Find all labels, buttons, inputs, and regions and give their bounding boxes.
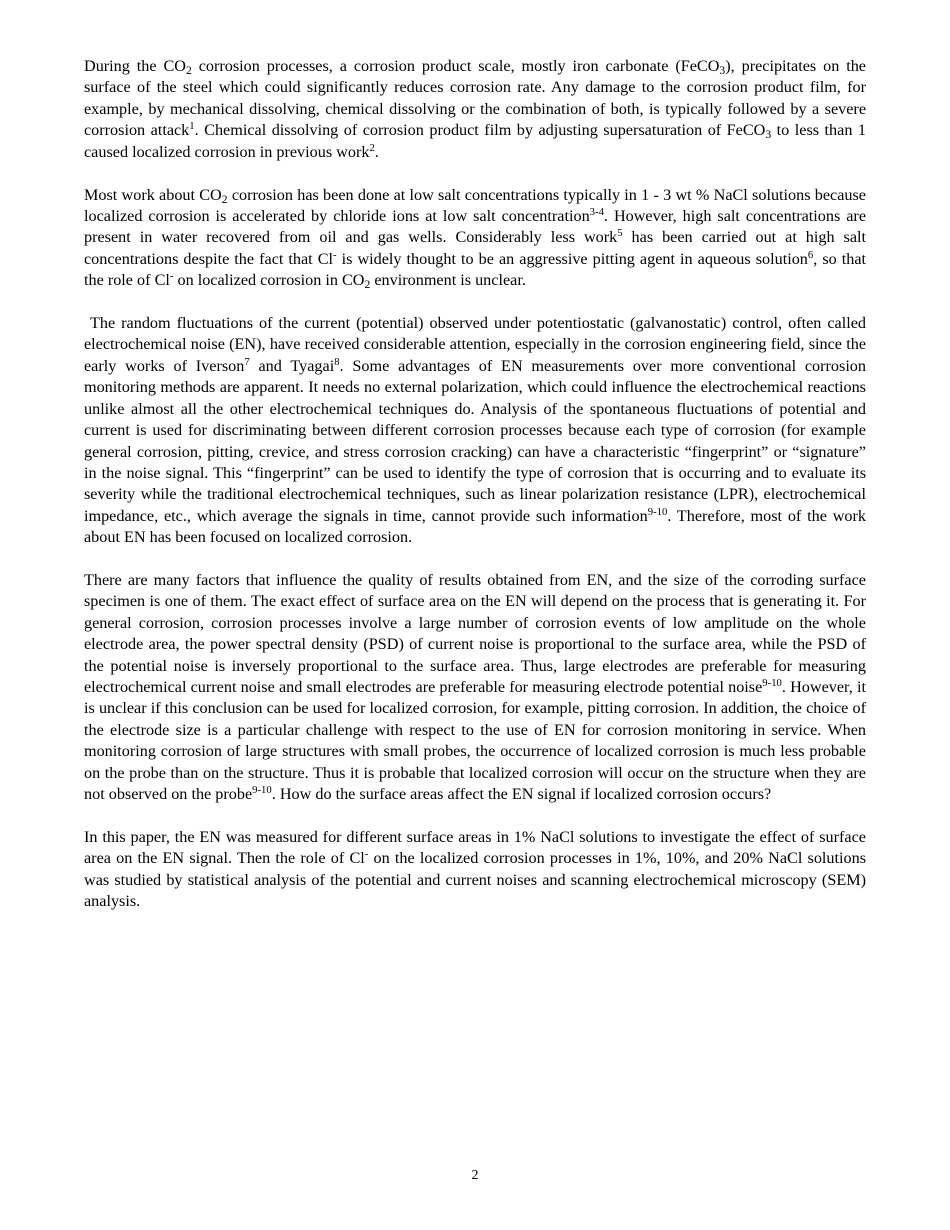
text-run: environment is unclear. — [370, 271, 526, 290]
text-run: is widely thought to be an aggressive pitting agent in aqueous solution — [336, 249, 808, 268]
superscript: 2 — [369, 141, 375, 154]
subscript: 3 — [719, 63, 726, 77]
text-run: . Some advantages of EN measurements over more conventional corrosion monitoring methods are apparent. It needs no external polarization, which could influence the electrochemical reactions unlike almost all the other electrochemical techniques do. Analysis of the spontaneous fluctuations of potential and current is used for discriminating between different corrosion processes because each type of corrosion (for example general corrosion, pitting, crevice, and stress corrosion cracking) can have a characteristic “fingerprint” or “signature” in the noise signal. This “fingerprint” can be used to identify the type of corrosion that is occurring and to evaluate its severity while the traditional electrochemical techniques, such as linear polarization resistance (LPR), electrochemical impedance, etc., which average the signals in time, cannot provide such information — [84, 356, 866, 525]
subscript: 2 — [185, 63, 192, 77]
superscript: 1 — [189, 120, 195, 133]
superscript: 5 — [617, 227, 623, 240]
paragraph-this-paper — [84, 827, 866, 913]
text-run: ), precipitates on the surface of the steel which could significantly reduces corrosion rate. Any damage to the corrosion product film, for example, by mechanical dissolving, chemical dissolving or the combination of both, is typically followed by a severe corrosion attack — [84, 57, 866, 140]
text-run: corrosion has been done at low salt concentrations typically in 1 - 3 wt % NaCl solutions because localized corrosion is accelerated by chloride ions at low salt concentration — [84, 185, 866, 225]
text-run: on the localized corrosion processes in 1%, 10%, and 20% NaCl solutions was studied by statistical analysis of the potential and current noises and scanning electrochemical microscopy (SEM) analysis. — [84, 849, 866, 911]
text-run: . How do the surface areas affect the EN signal if localized corrosion occurs? — [271, 785, 772, 804]
superscript: 9-10 — [252, 784, 272, 797]
text-run: corrosion processes, a corrosion product scale, mostly iron carbonate (FeCO — [191, 57, 720, 75]
superscript: 7 — [244, 356, 250, 368]
paragraph-surface-area-factors — [84, 570, 866, 805]
text-run: . Therefore, most of the work about EN has been focused on localized corrosion. — [84, 506, 866, 547]
superscript: - — [169, 270, 174, 283]
superscript: 3-4 — [589, 206, 604, 219]
subscript: 2 — [364, 278, 371, 292]
superscript: 8 — [334, 356, 340, 368]
subscript: 3 — [765, 128, 772, 142]
text-run: to less than 1 caused localized corrosion in previous work — [84, 121, 867, 161]
text-run: has been carried out at high salt concentrations despite the fact that Cl — [84, 228, 867, 268]
text-run: In this paper, the EN was measured for different surface areas in 1% NaCl solutions to investigate the effect of surface area on the EN signal. Then the role of Cl — [84, 828, 866, 868]
superscript: - — [333, 248, 337, 261]
text-run: Most work about CO — [84, 185, 222, 204]
text-run: and Tyagai — [249, 356, 335, 375]
paragraph-electrochemical-noise — [84, 313, 866, 548]
superscript: 9-10 — [647, 505, 668, 518]
paragraph-co2-corrosion-scale — [84, 56, 866, 163]
text-run: on localized corrosion in CO — [173, 271, 365, 290]
superscript: 6 — [807, 248, 814, 261]
text-run: . Chemical dissolving of corrosion product film by adjusting supersaturation of FeCO — [194, 121, 766, 140]
page-number: 2 — [471, 1168, 479, 1183]
text-run: The random fluctuations of the current (potential) observed under potentiostatic (galvanostatic) control, often called electrochemical noise (EN), have received considerable attention, especially in the corrosion engineering field, since the early works of Iverson — [84, 314, 866, 375]
text-run: , so that the role of Cl — [84, 249, 867, 290]
superscript: - — [364, 848, 369, 861]
text-run: . However, it is unclear if this conclusion can be used for localized corrosion, for example, pitting corrosion. In addition, the choice of the electrode size is a particular challenge with respect to the use of EN for corrosion monitoring in service. When monitoring corrosion of large structures with small probes, the occurrence of localized corrosion is much less probable on the probe than on the structure. Thus it is probable that localized corrosion will occur on the structure when they are not observed on the probe — [84, 678, 866, 804]
text-run: . — [374, 142, 379, 161]
paragraph-salt-concentration — [84, 185, 866, 292]
text-run: During the CO — [84, 57, 186, 75]
subscript: 2 — [221, 192, 228, 206]
text-run: There are many factors that influence the quality of results obtained from EN, and the size of the corroding surface specimen is one of them. The exact effect of surface area on the EN will depend on the process that is generating it. For general corrosion, corrosion processes involve a large number of corrosion events of low amplitude on the whole electrode area, the power spectral density (PSD) of current noise is proportional to the surface area, while the PSD of the potential noise is inversely proportional to the surface area. Thus, large electrodes are preferable for measuring electrochemical current noise and small electrodes are preferable for measuring electrode potential noise — [84, 571, 866, 697]
text-run: . However, high salt concentrations are present in water recovered from oil and gas wells. Considerably less work — [84, 206, 866, 247]
superscript: 9-10 — [762, 677, 782, 690]
document-body — [84, 56, 866, 913]
